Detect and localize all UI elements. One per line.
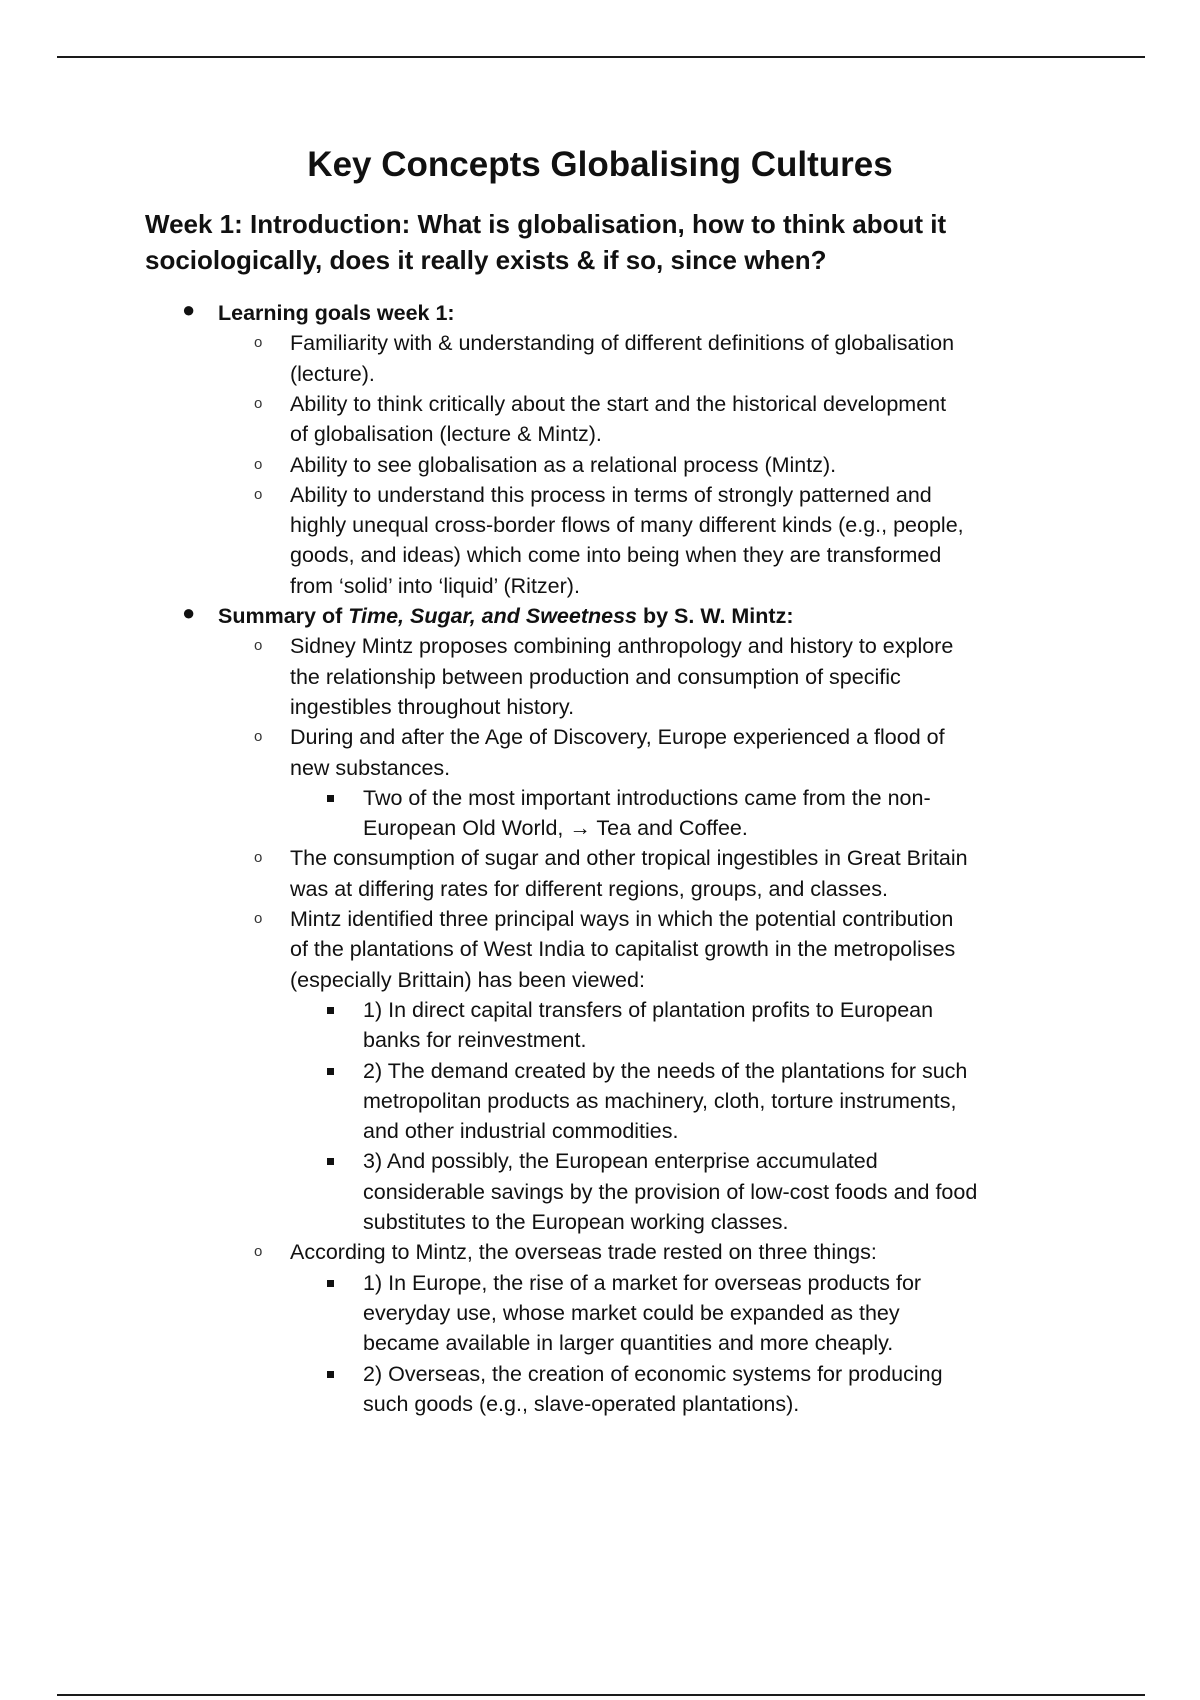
bullet-circle-icon: o [254, 849, 263, 867]
bullet-circle-icon: o [254, 485, 263, 503]
list-item-line: 2) Overseas, the creation of economic systems for producing [363, 1361, 943, 1386]
bullet-square-icon [327, 795, 334, 802]
top-rule [57, 56, 1145, 58]
bullet-circle-icon: o [254, 1243, 263, 1261]
week-heading-line-1: Week 1: Introduction: What is globalisation, how to think about it [145, 209, 947, 239]
list-item-line: goods, and ideas) which come into being when they are transformed [290, 543, 942, 568]
summary-heading-suffix: by S. W. Mintz: [637, 604, 794, 628]
list-item-line: considerable savings by the provision of low-cost foods and food [363, 1179, 978, 1204]
list-item-line: substitutes to the European working classes. [363, 1210, 789, 1234]
bottom-rule [57, 1694, 1145, 1696]
bullet-circle-icon: o [254, 728, 263, 746]
list-item-line: of globalisation (lecture & Mintz). [290, 422, 602, 447]
section-heading-learning-goals: Learning goals week 1: [218, 301, 455, 325]
list-item-line: Two of the most important introductions came from the non- [363, 785, 931, 810]
section-heading-summary [218, 601, 793, 631]
list-item-line: everyday use, whose market could be expanded as they [363, 1300, 900, 1325]
bullet-disc-icon: ● [182, 600, 196, 625]
list-item-line: Ability to think critically about the start and the historical development [290, 391, 947, 416]
list-item-line: Ability to understand this process in terms of strongly patterned and [290, 482, 932, 507]
list-item-line: banks for reinvestment. [363, 1028, 587, 1053]
bullet-circle-icon: o [254, 455, 263, 473]
document-title: Key Concepts Globalising Cultures [307, 145, 893, 184]
list-item-line: Mintz identified three principal ways in which the potential contribution [290, 907, 954, 931]
list-item-line: metropolitan products as machinery, cloth, torture instruments, [363, 1088, 957, 1113]
bullet-square-icon [327, 1068, 334, 1075]
list-item-line: of the plantations of West India to capitalist growth in the metropolises [290, 937, 956, 962]
bullet-circle-icon: o [254, 910, 263, 927]
bullet-square-icon [327, 1007, 334, 1014]
list-item-line: 2) The demand created by the needs of the plantations for such [363, 1058, 968, 1083]
list-item-line: ingestibles throughout history. [290, 694, 575, 719]
list-item-line: (especially Brittain) has been viewed: [290, 967, 645, 992]
bullet-circle-icon: o [254, 394, 263, 412]
bullet-square-icon [327, 1280, 334, 1287]
list-item-line: 1) In Europe, the rise of a market for overseas products for [363, 1270, 922, 1295]
list-item-line: (lecture). [290, 361, 375, 386]
list-item-line: such goods (e.g., slave-operated plantations). [363, 1391, 800, 1416]
summary-heading-prefix: Summary of [218, 604, 349, 628]
list-item-line: During and after the Age of Discovery, Europe experienced a flood of [290, 725, 945, 750]
list-item-line: became available in larger quantities and more cheaply. [363, 1331, 894, 1356]
bullet-square-icon [327, 1371, 334, 1378]
list-item-line: the relationship between production and consumption of specific [290, 664, 901, 689]
bullet-square-icon [327, 1158, 334, 1165]
list-item-line: from ‘solid’ into ‘liquid’ (Ritzer). [290, 573, 580, 598]
list-item-line: European Old World, → Tea and Coffee. [363, 816, 748, 841]
bullet-circle-icon: o [254, 334, 263, 352]
week-heading-line-2: sociologically, does it really exists & if so, since when? [145, 245, 827, 275]
list-item-line: Ability to see globalisation as a relational process (Mintz). [290, 452, 837, 477]
list-item-line: According to Mintz, the overseas trade rested on three things: [290, 1240, 877, 1265]
week-heading [145, 206, 1075, 278]
bullet-circle-icon: o [254, 637, 263, 655]
list-item-line: Familiarity with & understanding of different definitions of globalisation [290, 331, 955, 356]
bullet-disc-icon: ● [182, 297, 196, 322]
list-item-line: highly unequal cross-border flows of many different kinds (e.g., people, [290, 513, 964, 538]
list-item-line: 1) In direct capital transfers of plantation profits to European [363, 997, 934, 1022]
list-item-line: new substances. [290, 755, 451, 780]
list-item-line: The consumption of sugar and other tropical ingestibles in Great Britain [290, 846, 968, 871]
list-item-line: and other industrial commodities. [363, 1119, 679, 1144]
list-item-line: 3) And possibly, the European enterprise accumulated [363, 1149, 878, 1174]
summary-heading-book-title: Time, Sugar, and Sweetness [348, 604, 638, 628]
list-item-line: was at differing rates for different regions, groups, and classes. [290, 876, 888, 901]
list-item-line: Sidney Mintz proposes combining anthropology and history to explore [290, 634, 954, 659]
